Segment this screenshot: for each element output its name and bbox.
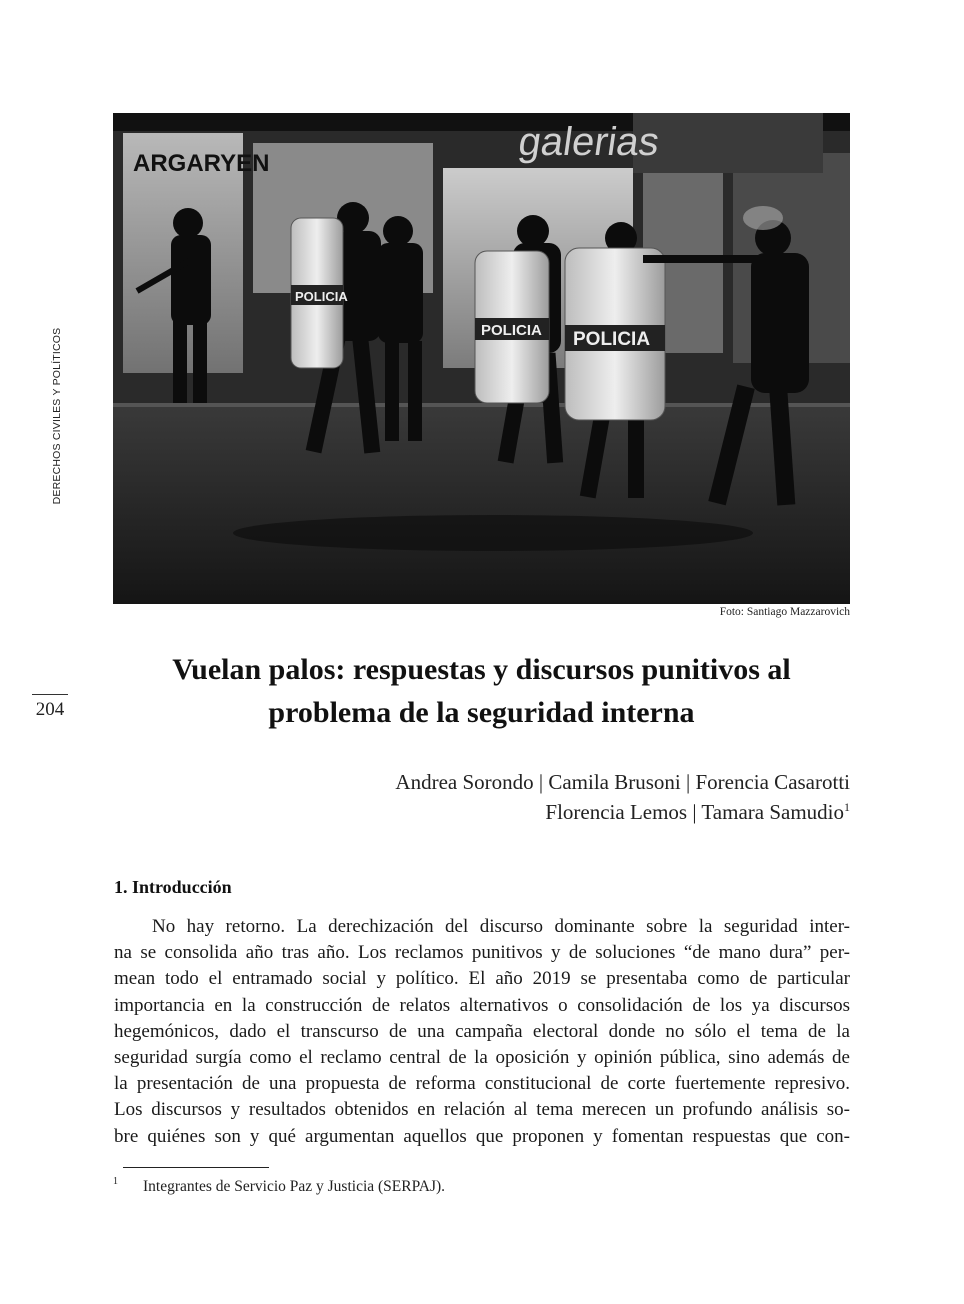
page-number: 204 (35, 699, 65, 720)
body-line: seguridad surgía como el reclamo central de la oposición y opinión pública, sino además de (114, 1047, 850, 1069)
body-line: bre quiénes son y qué argumentan aquellos que proponen y fomentan respuestas que con- (114, 1125, 850, 1147)
article-title (113, 648, 850, 734)
authors-line-2-text: Florencia Lemos | Tamara Samudio (545, 800, 844, 824)
footnote-text: Integrantes de Servicio Paz y Justicia (SERPAJ). (143, 1178, 446, 1195)
section-label: DERECHOS CIVILES Y POLÍTICOS (51, 327, 63, 505)
footnote-number: 1 (113, 1176, 118, 1187)
running-header-section (47, 320, 67, 512)
store-sign: galerias (515, 119, 663, 164)
body-line: mean todo el entramado social y político. El año 2019 se presentaba como de particular (114, 968, 850, 990)
body-line: importancia en la construcción de relatos alternativos o consolidación de los ya discursos (114, 994, 850, 1016)
body-line: No hay retorno. La derechización del discurso dominante sobre la seguridad inter- (152, 916, 850, 937)
body-paragraph (114, 914, 850, 1150)
shield-label-3: POLICIA (573, 329, 651, 350)
shield-label-1: POLICIA (295, 289, 348, 304)
body-line: la presentación de una propuesta de reforma constitucional de corte fuertemente represivo. (114, 1073, 850, 1095)
body-line: hegemónicos, dado el transcurso de una campaña electoral donde no sólo el tema de la (114, 1020, 850, 1042)
photo-credit: Foto: Santiago Mazzarovich (719, 606, 850, 618)
article-authors (395, 767, 850, 827)
page-number-rule (32, 694, 68, 695)
authors-line-1: Andrea Sorondo | Camila Brusoni | Forencia Casarotti (395, 770, 850, 794)
shop-sign: ARGARYEN (133, 150, 270, 177)
shield-label-2: POLICIA (481, 322, 542, 339)
body-line: Los discursos y resultados obtenidos en relación al tema merecen un profundo análisis so- (114, 1099, 850, 1121)
body-line: na se consolida año tras año. Los reclamos punitivos y de soluciones “de mano dura” per- (114, 942, 850, 964)
title-line-1: Vuelan palos: respuestas y discursos punitivos al (172, 653, 791, 686)
authors-footnote-marker: 1 (844, 800, 850, 814)
footnote-rule (123, 1167, 269, 1168)
authors-line-2 (395, 797, 850, 827)
article-photo (113, 113, 850, 604)
section-heading: 1. Introducción (114, 877, 232, 897)
title-line-2: problema de la seguridad interna (268, 696, 695, 729)
